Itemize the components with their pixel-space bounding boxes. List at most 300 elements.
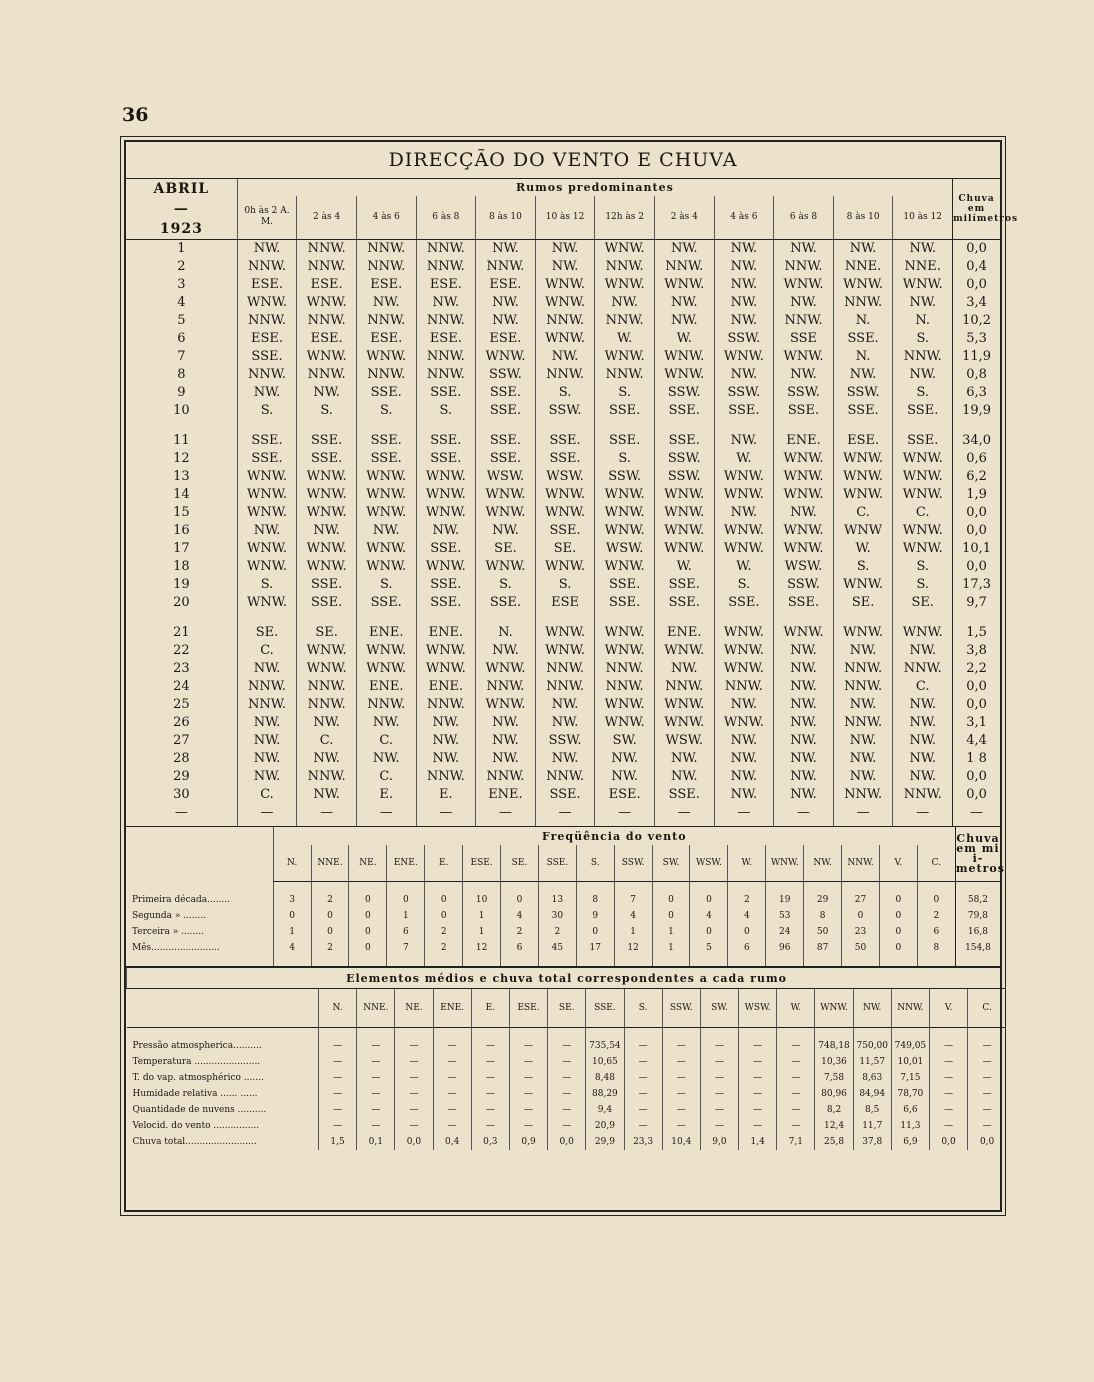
frequency-cell: 0	[349, 892, 387, 908]
wind-direction-cell: SSE.	[535, 450, 595, 468]
wind-direction-cell: NNW.	[595, 660, 655, 678]
frequency-cell: 87	[804, 940, 842, 956]
wind-direction-cell: N.	[833, 348, 893, 366]
rain-cell: 0,0	[953, 240, 1000, 259]
day-cell: 24	[173, 679, 190, 694]
wind-direction-cell: NW.	[833, 366, 893, 384]
wind-direction-cell: NNW.	[893, 786, 953, 804]
wind-direction-cell: WNW.	[595, 522, 655, 540]
wind-direction-cell: WNW.	[833, 624, 893, 642]
wind-direction-cell: WNW.	[237, 558, 297, 576]
wind-direction-cell: SE.	[833, 594, 893, 612]
table-row	[126, 540, 1000, 558]
frequency-cell: 2	[311, 940, 349, 956]
wind-direction-cell: SSE.	[595, 432, 655, 450]
direction-column-header: V.	[930, 989, 968, 1028]
element-cell: 10,36	[815, 1054, 853, 1070]
rain-cell: 16,8	[955, 924, 1000, 940]
wind-direction-cell: SE.	[237, 624, 297, 642]
wind-direction-cell: S.	[237, 576, 297, 594]
wind-direction-cell: NW.	[774, 786, 834, 804]
wind-direction-cell: NW.	[595, 750, 655, 768]
wind-direction-cell: NW.	[714, 696, 774, 714]
day-cell: 27	[173, 733, 190, 748]
element-cell: —	[968, 1038, 1006, 1054]
wind-direction-cell: WSW.	[476, 468, 536, 486]
frequency-cell: 2	[425, 924, 463, 940]
frequency-cell: 0	[879, 924, 917, 940]
wind-direction-cell: WNW.	[714, 486, 774, 504]
wind-direction-cell: NNW.	[833, 660, 893, 678]
frequency-cell: 2	[425, 940, 463, 956]
element-cell: —	[968, 1118, 1006, 1134]
element-cell: —	[548, 1054, 586, 1070]
element-cell: 25,8	[815, 1134, 853, 1150]
element-cell: —	[777, 1038, 815, 1054]
direction-column-header: NE.	[395, 989, 433, 1028]
wind-direction-cell: ENE.	[416, 678, 476, 696]
wind-direction-table	[126, 179, 1019, 826]
day-cell: 10	[173, 403, 190, 418]
element-cell: 6,9	[891, 1134, 929, 1150]
element-cell: 1,5	[319, 1134, 357, 1150]
wind-direction-cell: SSE.	[714, 402, 774, 420]
wind-direction-cell: SSE.	[356, 432, 416, 450]
wind-direction-cell: NW.	[476, 642, 536, 660]
wind-direction-cell: NW.	[416, 732, 476, 750]
day-cell: 26	[173, 715, 190, 730]
direction-column-header: SSW.	[614, 845, 652, 882]
wind-direction-cell: NW.	[476, 240, 536, 259]
element-cell: 11,7	[853, 1118, 891, 1134]
element-cell: —	[968, 1086, 1006, 1102]
wind-direction-cell: NW.	[833, 696, 893, 714]
dash-cell: —	[174, 805, 188, 820]
element-cell: 7,58	[815, 1070, 853, 1086]
element-cell: 12,4	[815, 1118, 853, 1134]
frequency-cell: 0	[349, 940, 387, 956]
wind-direction-cell: NNW.	[356, 696, 416, 714]
wind-direction-cell: NW.	[654, 312, 714, 330]
wind-direction-cell: NW.	[654, 240, 714, 259]
element-cell: —	[548, 1086, 586, 1102]
wind-direction-cell: WNW.	[476, 558, 536, 576]
wind-direction-cell: NW.	[416, 714, 476, 732]
wind-direction-cell: NW.	[774, 696, 834, 714]
wind-direction-cell: NW.	[476, 750, 536, 768]
dash-cell: —	[416, 804, 476, 826]
element-cell: 7,15	[891, 1070, 929, 1086]
wind-direction-cell: N.	[476, 624, 536, 642]
wind-direction-cell: NW.	[714, 312, 774, 330]
day-cell: 28	[173, 751, 190, 766]
wind-direction-cell: WNW.	[297, 558, 357, 576]
frequency-cell: 0	[652, 892, 690, 908]
rain-cell: 1 8	[953, 750, 1000, 768]
element-cell: —	[739, 1102, 777, 1118]
wind-direction-cell: S.	[595, 384, 655, 402]
direction-column-header: NNW.	[842, 845, 880, 882]
element-cell: 10,4	[662, 1134, 700, 1150]
time-column-header: 10 às 12	[535, 196, 595, 240]
wind-direction-cell: WNW.	[595, 240, 655, 259]
element-cell: —	[739, 1054, 777, 1070]
day-cell: 21	[173, 625, 190, 640]
rain-cell: 1,5	[953, 624, 1000, 642]
element-cell: —	[319, 1086, 357, 1102]
wind-direction-cell: SSE.	[356, 450, 416, 468]
rain-cell: 0,0	[953, 504, 1000, 522]
table-row	[127, 1134, 1007, 1150]
table-row	[126, 642, 1000, 660]
wind-direction-cell: S.	[595, 450, 655, 468]
frequency-cell: 2	[917, 908, 955, 924]
element-cell: —	[624, 1038, 662, 1054]
rain-cell: 10,1	[953, 540, 1000, 558]
element-cell: —	[777, 1070, 815, 1086]
day-cell: 14	[173, 487, 190, 502]
table-row	[126, 696, 1000, 714]
direction-column-header: S.	[576, 845, 614, 882]
element-cell: 8,5	[853, 1102, 891, 1118]
wind-direction-cell: W.	[595, 330, 655, 348]
dash-cell: —	[774, 804, 834, 826]
wind-direction-cell: ESE.	[356, 276, 416, 294]
frequency-cell: 8	[576, 892, 614, 908]
frequency-cell: 4	[501, 908, 539, 924]
element-cell: —	[739, 1118, 777, 1134]
frequency-cell: 4	[614, 908, 652, 924]
table-row	[127, 1038, 1007, 1054]
direction-column-header: ENE.	[387, 845, 425, 882]
element-cell: —	[433, 1038, 471, 1054]
element-cell: 9,4	[586, 1102, 624, 1118]
wind-direction-cell: WNW.	[356, 660, 416, 678]
direction-column-header: NW.	[853, 989, 891, 1028]
wind-direction-cell: WNW.	[297, 348, 357, 366]
table-row	[126, 432, 1000, 450]
wind-direction-cell: ESE.	[833, 432, 893, 450]
wind-direction-cell: NW.	[893, 240, 953, 259]
frequency-cell: 0	[273, 908, 311, 924]
table-row	[127, 1118, 1007, 1134]
frequency-cell: 0	[879, 908, 917, 924]
wind-direction-cell: NW.	[714, 258, 774, 276]
dash-cell: —	[237, 804, 297, 826]
direction-column-header: E.	[471, 989, 509, 1028]
page-number: 36	[122, 104, 149, 126]
table-row	[127, 1054, 1007, 1070]
frequency-cell: 0	[879, 940, 917, 956]
wind-direction-cell: NW.	[654, 294, 714, 312]
wind-direction-cell: SSE.	[416, 384, 476, 402]
wind-direction-cell: S.	[535, 576, 595, 594]
frequency-cell: 13	[538, 892, 576, 908]
wind-direction-cell: WNW.	[893, 486, 953, 504]
wind-direction-cell: WNW.	[654, 522, 714, 540]
element-cell: —	[624, 1054, 662, 1070]
frequency-cell: 0	[349, 908, 387, 924]
time-column-header: 2 às 4	[297, 196, 357, 240]
element-cell: —	[700, 1070, 738, 1086]
rain-cell: 0,0	[953, 678, 1000, 696]
wind-direction-cell: NNW.	[595, 258, 655, 276]
element-cell: —	[548, 1102, 586, 1118]
table-row	[126, 624, 1000, 642]
wind-direction-cell: NNW.	[356, 258, 416, 276]
rain-cell: 0,0	[953, 786, 1000, 804]
frequency-cell: 50	[804, 924, 842, 940]
row-label: Temperatura .......................	[132, 1057, 261, 1067]
wind-direction-cell: WNW.	[893, 522, 953, 540]
wind-direction-cell: WNW.	[297, 486, 357, 504]
wind-direction-cell: C.	[893, 504, 953, 522]
wind-direction-cell: WNW.	[237, 294, 297, 312]
direction-column-header: SSW.	[662, 989, 700, 1028]
element-cell: —	[968, 1102, 1006, 1118]
wind-direction-cell: S.	[714, 576, 774, 594]
wind-direction-cell: SSE.	[476, 432, 536, 450]
frequency-cell: 10	[463, 892, 501, 908]
wind-direction-cell: NNW.	[416, 312, 476, 330]
wind-direction-cell: NW.	[833, 732, 893, 750]
wind-direction-cell: SSE.	[774, 402, 834, 420]
wind-direction-cell: NW.	[714, 240, 774, 259]
element-cell: —	[968, 1070, 1006, 1086]
wind-direction-cell: C.	[833, 504, 893, 522]
direction-column-header: W.	[728, 845, 766, 882]
wind-direction-cell: NW.	[893, 366, 953, 384]
day-cell: 18	[173, 559, 190, 574]
wind-direction-cell: S.	[416, 402, 476, 420]
table-row	[126, 786, 1000, 804]
element-cell: —	[395, 1118, 433, 1134]
time-column-header: 6 às 8	[416, 196, 476, 240]
wind-direction-cell: NW.	[654, 660, 714, 678]
wind-direction-cell: C.	[356, 768, 416, 786]
wind-direction-cell: WSW.	[595, 540, 655, 558]
table-row	[126, 750, 1000, 768]
frequency-cell: 96	[766, 940, 804, 956]
wind-direction-cell: ESE.	[297, 276, 357, 294]
wind-direction-cell: WNW.	[833, 450, 893, 468]
frequency-cell: 0	[425, 892, 463, 908]
wind-direction-cell: NW.	[774, 642, 834, 660]
wind-direction-cell: SE.	[297, 624, 357, 642]
wind-direction-cell: NW.	[237, 750, 297, 768]
wind-direction-cell: WNW.	[654, 486, 714, 504]
wind-direction-cell: ESE.	[297, 330, 357, 348]
wind-direction-cell: NW.	[774, 732, 834, 750]
wind-direction-cell: SSW.	[654, 450, 714, 468]
frequency-cell: 29	[804, 892, 842, 908]
wind-direction-cell: WNW.	[595, 642, 655, 660]
wind-direction-cell: NNE.	[893, 258, 953, 276]
wind-direction-cell: NW.	[476, 312, 536, 330]
wind-direction-cell: WNW.	[774, 348, 834, 366]
element-cell: —	[319, 1070, 357, 1086]
wind-direction-cell: WNW.	[714, 642, 774, 660]
wind-direction-cell: C.	[356, 732, 416, 750]
table-row	[126, 450, 1000, 468]
day-cell: 7	[177, 349, 186, 364]
wind-direction-cell: WNW.	[595, 696, 655, 714]
frequency-cell: 9	[576, 908, 614, 924]
day-cell: 15	[173, 505, 190, 520]
table-row	[127, 1086, 1007, 1102]
wind-direction-cell: SSE.	[416, 540, 476, 558]
wind-direction-cell: SE.	[476, 540, 536, 558]
element-cell: —	[471, 1038, 509, 1054]
element-cell: 20,9	[586, 1118, 624, 1134]
frequency-cell: 1	[614, 924, 652, 940]
element-cell: —	[624, 1070, 662, 1086]
element-cell: —	[509, 1070, 547, 1086]
wind-direction-cell: NW.	[774, 660, 834, 678]
element-cell: 11,57	[853, 1054, 891, 1070]
day-cell: 12	[173, 451, 190, 466]
rain-cell: 0,0	[953, 696, 1000, 714]
wind-direction-cell: WNW	[833, 522, 893, 540]
wind-direction-cell: NW.	[774, 768, 834, 786]
element-cell: —	[930, 1054, 968, 1070]
wind-direction-cell: WNW.	[535, 330, 595, 348]
wind-direction-cell: NNW.	[416, 240, 476, 259]
element-cell: —	[509, 1102, 547, 1118]
wind-direction-cell: WNW.	[476, 696, 536, 714]
wind-direction-cell: SSW.	[774, 576, 834, 594]
wind-direction-cell: WNW.	[476, 504, 536, 522]
wind-direction-cell: NW.	[476, 522, 536, 540]
wind-direction-cell: C.	[893, 678, 953, 696]
element-cell: 735,54	[586, 1038, 624, 1054]
wind-direction-cell: NW.	[297, 714, 357, 732]
element-cell: —	[968, 1054, 1006, 1070]
wind-direction-cell: SSE.	[535, 786, 595, 804]
wind-direction-cell: NW.	[893, 714, 953, 732]
month-year-header	[126, 179, 237, 240]
table-row	[126, 892, 1000, 908]
wind-direction-cell: ESE.	[237, 276, 297, 294]
wind-direction-cell: WNW.	[595, 624, 655, 642]
row-label: Velocid. do vento ................	[132, 1121, 260, 1131]
elements-title: Elementos médios e chuva total correspondentes a cada rumo	[127, 968, 1007, 989]
wind-direction-cell: NW.	[416, 522, 476, 540]
rain-cell: 0,0	[953, 768, 1000, 786]
wind-direction-cell: NW.	[714, 786, 774, 804]
frequency-cell: 12	[463, 940, 501, 956]
element-cell: —	[777, 1054, 815, 1070]
rain-cell: 79,8	[955, 908, 1000, 924]
element-cell: —	[662, 1086, 700, 1102]
wind-direction-cell: WNW.	[595, 276, 655, 294]
frequency-cell: 6	[387, 924, 425, 940]
wind-direction-cell: NW.	[595, 294, 655, 312]
wind-direction-cell: SSW.	[774, 384, 834, 402]
element-cell: —	[777, 1086, 815, 1102]
wind-direction-cell: SSE.	[356, 594, 416, 612]
element-cell: —	[700, 1038, 738, 1054]
rain-cell: 17,3	[953, 576, 1000, 594]
table-row	[126, 732, 1000, 750]
wind-direction-cell: NW.	[774, 504, 834, 522]
wind-direction-cell: E.	[356, 786, 416, 804]
frequency-cell: 0	[501, 892, 539, 908]
element-cell: 8,63	[853, 1070, 891, 1086]
element-cell: 78,70	[891, 1086, 929, 1102]
wind-direction-cell: ENE.	[654, 624, 714, 642]
wind-direction-cell: WNW.	[237, 540, 297, 558]
wind-direction-cell: NNW.	[595, 366, 655, 384]
wind-direction-cell: SSE.	[416, 594, 476, 612]
table-row	[126, 240, 1000, 259]
wind-direction-cell: WNW.	[833, 468, 893, 486]
wind-direction-cell: S.	[356, 402, 416, 420]
wind-direction-cell: SSW.	[476, 366, 536, 384]
wind-direction-cell: WNW.	[774, 468, 834, 486]
direction-column-header: NW.	[804, 845, 842, 882]
wind-direction-cell: WNW.	[595, 486, 655, 504]
table-row	[126, 660, 1000, 678]
table-row	[126, 714, 1000, 732]
wind-direction-cell: C.	[237, 642, 297, 660]
table-row	[126, 402, 1000, 420]
wind-direction-cell: ESE.	[356, 330, 416, 348]
rain-cell: 154,8	[955, 940, 1000, 956]
frequency-cell: 2	[311, 892, 349, 908]
wind-direction-cell: NNW.	[297, 678, 357, 696]
element-cell: 0,3	[471, 1134, 509, 1150]
day-cell: 23	[173, 661, 190, 676]
group-header: Rumos predominantes	[237, 179, 952, 196]
wind-direction-cell: N.	[893, 312, 953, 330]
rain-header: Chuva em milímetros	[953, 179, 1000, 240]
wind-direction-cell: SE.	[893, 594, 953, 612]
wind-direction-cell: NNW.	[297, 258, 357, 276]
wind-direction-cell: WNW.	[774, 450, 834, 468]
wind-direction-cell: WNW.	[774, 486, 834, 504]
wind-direction-cell: WNW.	[714, 540, 774, 558]
wind-direction-cell: NNW.	[297, 768, 357, 786]
wind-direction-cell: W.	[654, 558, 714, 576]
wind-direction-cell: SSE.	[774, 594, 834, 612]
wind-direction-cell: SSW.	[535, 732, 595, 750]
wind-direction-cell: WNW.	[535, 624, 595, 642]
element-cell: —	[433, 1070, 471, 1086]
page-title: DIRECÇÃO DO VENTO E CHUVA	[126, 142, 1000, 179]
element-cell: 750,00	[853, 1038, 891, 1054]
frequency-cell: 1	[652, 924, 690, 940]
wind-direction-cell: NW.	[476, 732, 536, 750]
element-cell: —	[433, 1102, 471, 1118]
frequency-cell: 45	[538, 940, 576, 956]
day-cell: 30	[173, 787, 190, 802]
direction-column-header: NNE.	[357, 989, 395, 1028]
wind-direction-cell: SSE.	[416, 576, 476, 594]
wind-direction-cell: WNW.	[535, 642, 595, 660]
element-cell: 23,3	[624, 1134, 662, 1150]
dash-cell: —	[833, 804, 893, 826]
time-column-header: 2 às 4	[654, 196, 714, 240]
wind-direction-cell: NNW.	[893, 348, 953, 366]
wind-direction-cell: NW.	[535, 696, 595, 714]
day-cell: 3	[177, 277, 186, 292]
wind-direction-cell: WNW.	[416, 642, 476, 660]
wind-direction-cell: SSE.	[714, 594, 774, 612]
wind-direction-cell: SSE.	[237, 450, 297, 468]
element-cell: —	[930, 1038, 968, 1054]
direction-column-header: SW.	[652, 845, 690, 882]
